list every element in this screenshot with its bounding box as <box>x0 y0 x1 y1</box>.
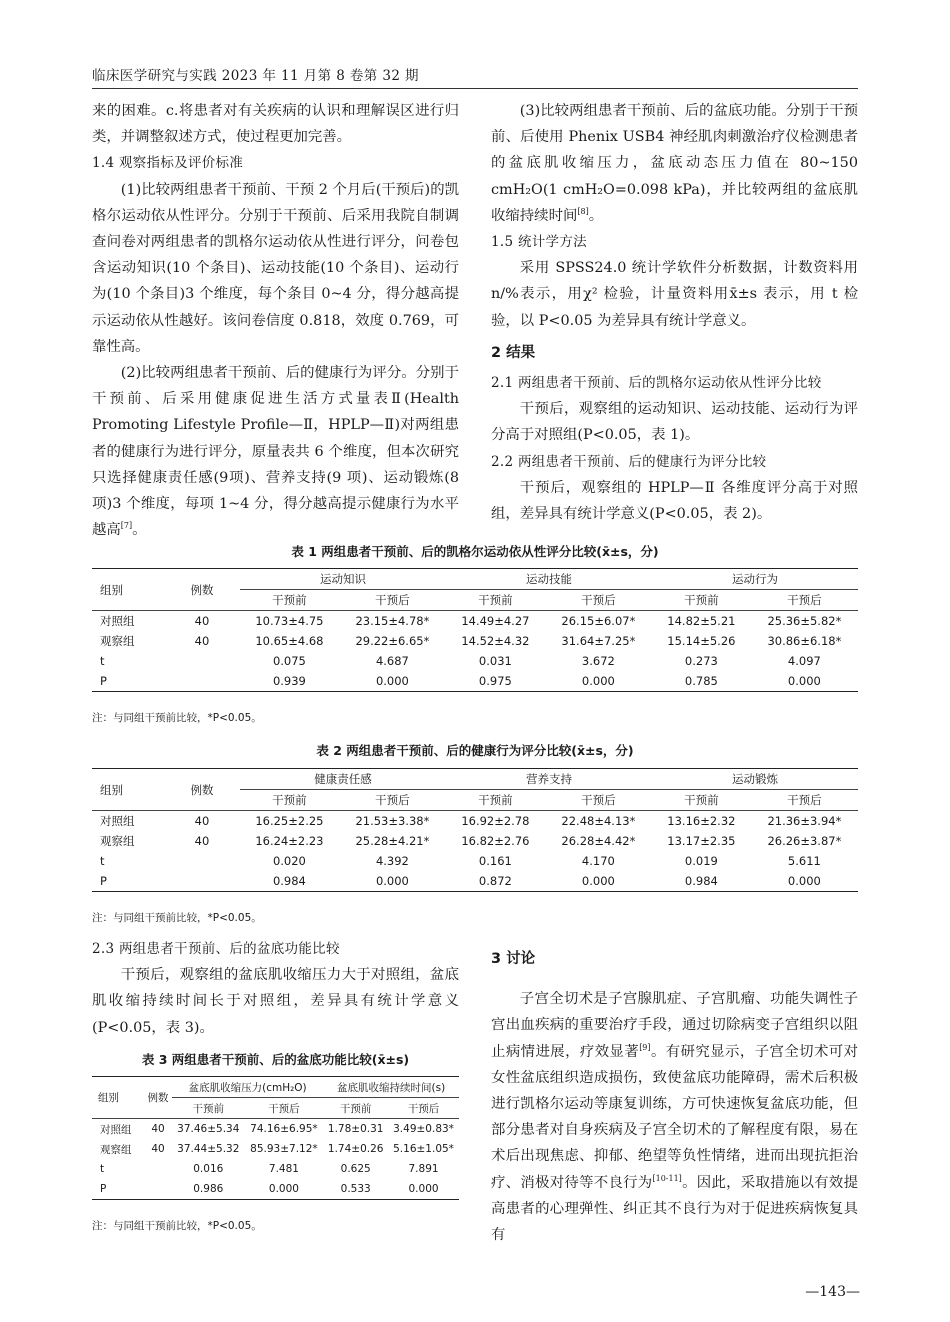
table-row <box>92 611 858 632</box>
table-cell: 37.44±5.32 <box>177 1143 240 1155</box>
table1-subheader-post: 干预后 <box>339 590 446 611</box>
table-cell: 21.36±3.94* <box>767 814 842 828</box>
table2-group-header: 运动锻炼 <box>652 769 858 790</box>
table-cell: 74.16±6.95* <box>250 1123 318 1135</box>
paragraph-result-2-2: 干预后，观察组的 HPLP—Ⅱ 各维度评分高于对照组，差异具有统计学意义(P<0.05，表 2)。 <box>491 479 858 523</box>
table-cell: 25.28±4.21* <box>355 834 430 848</box>
section-heading-2-2: 2.2 两组患者干预前、后的健康行为评分比较 <box>491 453 767 470</box>
citation-10-11: [10-11] <box>652 1173 682 1183</box>
table-cell: 26.28±4.42* <box>561 834 636 848</box>
row-label: 观察组 <box>100 634 135 648</box>
table-cell <box>164 871 240 892</box>
table-cell: 0.273 <box>684 654 718 668</box>
table-cell: 10.65±4.68 <box>255 634 324 648</box>
table-cell: 40 <box>194 614 210 628</box>
table1-header-n: 例数 <box>164 569 240 611</box>
table-cell: 14.49±4.27 <box>461 614 530 628</box>
left-column <box>92 98 459 543</box>
table-cell: 4.170 <box>581 854 615 868</box>
paragraph-statistics: 采用 SPSS24.0 统计学软件分析数据，计数资料用 n/%表示，用χ² 检验，计量资料用x̄±s 表示，用 t 检验，以 P<0.05 为差异具有统计学意义。 <box>491 260 858 329</box>
table-cell: 22.48±4.13* <box>561 814 636 828</box>
paragraph-observation-3 <box>491 98 858 229</box>
table-row <box>92 1119 459 1140</box>
table-cell: 0.000 <box>245 1179 324 1200</box>
table-cell: 7.481 <box>268 1163 299 1175</box>
table-cell: 29.22±6.65* <box>355 634 430 648</box>
row-label: 对照组 <box>100 814 135 828</box>
table2-caption: 表 2 两组患者干预前、后的健康行为评分比较(x̄±s，分) <box>316 743 634 758</box>
table-cell: 14.82±5.21 <box>667 614 736 628</box>
table-cell: 31.64±7.25* <box>561 634 636 648</box>
table2-subheader-pre: 干预前 <box>652 790 751 811</box>
table-cell: 0.984 <box>240 871 339 892</box>
table1-group-header: 运动行为 <box>652 569 858 590</box>
table-cell: 16.25±2.25 <box>255 814 324 828</box>
table-cell: 0.000 <box>545 871 652 892</box>
table-cell: 40 <box>194 814 210 828</box>
table-cell: 40 <box>151 1123 165 1135</box>
table3-header-group: 组别 <box>92 1077 144 1119</box>
table-cell: 0.939 <box>240 671 339 692</box>
table-cell: 21.53±3.38* <box>355 814 430 828</box>
table-cell: 13.16±2.32 <box>667 814 736 828</box>
table-cell: 16.92±2.78 <box>461 814 530 828</box>
table-cell: 37.46±5.34 <box>177 1123 240 1135</box>
table1-body <box>92 611 858 692</box>
table3-group-header: 盆底肌收缩持续时间(s) <box>323 1077 459 1098</box>
table1-subheader-pre: 干预前 <box>240 590 339 611</box>
observation-2-text: (2)比较两组患者干预前、后的健康行为评分。分别于干预前、后采用健康促进生活方式量表Ⅱ(Health Promoting Lifestyle Profile—Ⅱ，HPLP—Ⅱ)对两组患者的健康行为进行评分，原量表共 6 个维度，但本次研究只选择健康责任感(9项)、营养支持(9 项)、运动锻炼(8 项)3 个维度，每项 1~4 分，得分越高提示健康行为水平越高 <box>92 365 459 539</box>
discussion-column <box>491 946 858 1248</box>
table2-group-header: 健康责任感 <box>240 769 446 790</box>
table-cell: 10.73±4.75 <box>255 614 324 628</box>
table-cell: 0.020 <box>272 854 306 868</box>
section-heading-2-1: 2.1 两组患者干预前、后的凯格尔运动依从性评分比较 <box>491 375 822 392</box>
table-cell: 1.74±0.26 <box>327 1143 384 1155</box>
table-cell: 1.78±0.31 <box>327 1123 384 1135</box>
table-row <box>92 1179 459 1200</box>
table2-subheader-pre: 干预前 <box>240 790 339 811</box>
table-row <box>92 811 858 832</box>
table-cell: 25.36±5.82* <box>767 614 842 628</box>
paragraph-result-2-1: 干预后，观察组的运动知识、运动技能、运动行为评分高于对照组(P<0.05，表 1)。 <box>491 401 858 444</box>
table-cell <box>144 1179 172 1200</box>
table-cell: 26.15±6.07* <box>561 614 636 628</box>
paragraph-continuation: 来的困难。c.将患者对有关疾病的认识和理解误区进行归类，并调整叙述方式，使过程更加完善。 <box>92 103 459 146</box>
table-cell: 23.15±4.78* <box>355 614 430 628</box>
table2-subheader-post: 干预后 <box>751 790 858 811</box>
section-heading-2-3: 2.3 两组患者干预前、后的盆底功能比较 <box>92 941 340 957</box>
table3-subheader-pre: 干预前 <box>172 1098 245 1119</box>
table3-body <box>92 1119 459 1200</box>
table3-header-n: 例数 <box>144 1077 172 1119</box>
table3-note: 注：与同组干预前比较，*P<0.05。 <box>92 1220 262 1232</box>
table-cell: 0.000 <box>751 871 858 892</box>
paragraph-discussion <box>491 986 858 1248</box>
table-cell <box>164 651 240 671</box>
header-divider <box>92 88 858 89</box>
table2-header-n: 例数 <box>164 769 240 811</box>
table-cell: 0.019 <box>684 854 718 868</box>
table-cell: 5.611 <box>787 854 821 868</box>
table-cell: 3.672 <box>581 654 615 668</box>
table-cell: 4.392 <box>375 854 409 868</box>
paragraph-observation-1: (1)比较两组患者干预前、干预 2 个月后(干预后)的凯格尔运动依从性评分。分别于干预前、后采用我院自制调查问卷对两组患者的凯格尔运动依从性进行评分，问卷包含运动知识(10 个条目)、运动技能(10 个条目)、运动行为(10 个条目)3 个维度，每个条目 0~4 分，得分越高提示运动依从性越好。该问卷信度 0.818，效度 0.769，可靠性高。 <box>92 181 459 355</box>
table2-subheader-post: 干预后 <box>339 790 446 811</box>
row-label: 观察组 <box>100 834 135 848</box>
table3-subheader-pre: 干预前 <box>323 1098 388 1119</box>
table-row <box>92 831 858 851</box>
table-cell: 0.533 <box>323 1179 388 1200</box>
table1-subheader-post: 干预后 <box>751 590 858 611</box>
table-cell: 26.26±3.87* <box>767 834 842 848</box>
table-cell: 16.24±2.23 <box>255 834 324 848</box>
table-cell: 0.016 <box>193 1163 224 1175</box>
table-cell: 40 <box>151 1143 165 1155</box>
row-label: t <box>100 1163 105 1175</box>
table-cell: 0.872 <box>446 871 545 892</box>
table-cell: 40 <box>194 834 210 848</box>
table-cell <box>164 671 240 692</box>
section-heading-discussion: 3 讨论 <box>491 951 536 967</box>
table-cell: 85.93±7.12* <box>250 1143 318 1155</box>
table-cell: 40 <box>194 634 210 648</box>
table-cell: 0.986 <box>172 1179 245 1200</box>
table1-group-header: 运动技能 <box>446 569 652 590</box>
discussion-text-c: 。因此，采取措施以有效提高患者的心理弹性、纠正其不良行为对于促进疾病恢复具有 <box>491 1174 858 1244</box>
table-cell <box>144 1159 172 1179</box>
row-label: 观察组 <box>100 1143 132 1156</box>
table-cell: 0.000 <box>751 671 858 692</box>
table-cell: 5.16±1.05* <box>393 1143 454 1155</box>
row-label: 对照组 <box>100 1123 132 1136</box>
table-cell: 0.000 <box>339 671 446 692</box>
table-cell: 0.785 <box>652 671 751 692</box>
section-heading-1-5: 1.5 统计学方法 <box>491 234 587 251</box>
row-label: P <box>92 871 164 892</box>
table2-group-header: 营养支持 <box>446 769 652 790</box>
table1-subheader-pre: 干预前 <box>652 590 751 611</box>
table-row <box>92 651 858 671</box>
table3-subheader-post: 干预后 <box>245 1098 324 1119</box>
row-label: P <box>92 671 164 692</box>
table1 <box>92 568 858 692</box>
table-cell: 14.52±4.32 <box>461 634 530 648</box>
table1-subheader-post: 干预后 <box>545 590 652 611</box>
table-cell: 0.000 <box>388 1179 459 1200</box>
row-label: 对照组 <box>100 614 135 628</box>
table2 <box>92 768 858 892</box>
table3-caption: 表 3 两组患者干预前、后的盆底功能比较(x̄±s) <box>141 1052 410 1067</box>
table-row <box>92 871 858 892</box>
discussion-text-a: 子宫全切术是子宫腺肌症、子宫肌瘤、功能失调性子宫出血疾病的重要治疗手段，通过切除病变子宫组织以阻止病情进展，疗效显著 <box>491 991 858 1060</box>
table-row <box>92 1139 459 1159</box>
left-column-bottom <box>92 936 459 1041</box>
table-cell: 16.82±2.76 <box>461 834 530 848</box>
table2-header-group: 组别 <box>92 769 164 811</box>
table-cell: 0.031 <box>478 654 512 668</box>
section-heading-1-4: 1.4 观察指标及评价标准 <box>92 155 244 172</box>
table3 <box>92 1076 459 1200</box>
row-label: P <box>92 1179 144 1200</box>
table-cell: 0.975 <box>446 671 545 692</box>
discussion-text-b: 。有研究显示，子宫全切术可对女性盆底组织造成损伤，致使盆底功能障碍，需术后积极进行凯格尔运动等康复训练，方可快速恢复盆底功能，但部分患者对自身疾病及子宫全切术的了解程度有限，易在术后出现焦虑、抑郁、绝望等负性情绪，进而出现抗拒治疗、消极对待等不良行为 <box>491 1043 858 1191</box>
table-cell: 3.49±0.83* <box>393 1123 454 1135</box>
journal-header: 临床医学研究与实践 2023 年 11 月第 8 卷第 32 期 <box>92 68 419 84</box>
table-cell: 0.075 <box>272 654 306 668</box>
paragraph-result-2-3: 干预后，观察组的盆底肌收缩压力大于对照组，盆底肌收缩持续时间长于对照组，差异具有统计学意义(P<0.05，表 3)。 <box>92 967 459 1036</box>
table-row <box>92 851 858 871</box>
table1-header-group: 组别 <box>92 569 164 611</box>
table-cell: 4.097 <box>787 654 821 668</box>
table-row <box>92 671 858 692</box>
observation-2-end: 。 <box>132 522 147 539</box>
table-cell: 0.625 <box>340 1163 371 1175</box>
table-cell: 0.984 <box>652 871 751 892</box>
section-heading-results: 2 结果 <box>491 344 536 361</box>
table-cell: 13.17±2.35 <box>667 834 736 848</box>
table2-note: 注：与同组干预前比较，*P<0.05。 <box>92 912 262 924</box>
table-row <box>92 631 858 651</box>
citation-7: [7] <box>120 521 133 531</box>
row-label: t <box>100 654 105 668</box>
observation-3-end: 。 <box>588 207 604 224</box>
citation-8: [8] <box>577 207 589 217</box>
table1-subheader-pre: 干预前 <box>446 590 545 611</box>
paragraph-observation-2 <box>92 360 459 543</box>
right-column <box>491 98 858 527</box>
table-cell: 4.687 <box>375 654 409 668</box>
table3-group-header: 盆底肌收缩压力(cmH₂O) <box>172 1077 323 1098</box>
table-cell: 0.000 <box>545 671 652 692</box>
table3-subheader-post: 干预后 <box>388 1098 459 1119</box>
table1-group-header: 运动知识 <box>240 569 446 590</box>
citation-9: [9] <box>639 1042 651 1052</box>
table2-subheader-pre: 干预前 <box>446 790 545 811</box>
table2-subheader-post: 干预后 <box>545 790 652 811</box>
page-number: —143— <box>805 1284 860 1300</box>
table-cell: 30.86±6.18* <box>767 634 842 648</box>
table1-note: 注：与同组干预前比较，*P<0.05。 <box>92 712 262 724</box>
table-row <box>92 1159 459 1179</box>
table-cell: 0.000 <box>339 871 446 892</box>
table-cell: 0.161 <box>478 854 512 868</box>
row-label: t <box>100 854 105 868</box>
table-cell <box>164 851 240 871</box>
table1-caption: 表 1 两组患者干预前、后的凯格尔运动依从性评分比较(x̄±s，分) <box>291 544 659 559</box>
table-cell: 7.891 <box>408 1163 439 1175</box>
table-cell: 15.14±5.26 <box>667 634 736 648</box>
observation-3-text: (3)比较两组患者干预前、后的盆底功能。分别于干预前、后使用 Phenix USB4 神经肌肉刺激治疗仪检测患者的盆底肌收缩压力，盆底动态压力值在 80~150 cmH₂O(1 cmH₂O=0.098 kPa)，并比较两组的盆底肌收缩持续时间 <box>491 103 858 224</box>
table2-body <box>92 811 858 892</box>
